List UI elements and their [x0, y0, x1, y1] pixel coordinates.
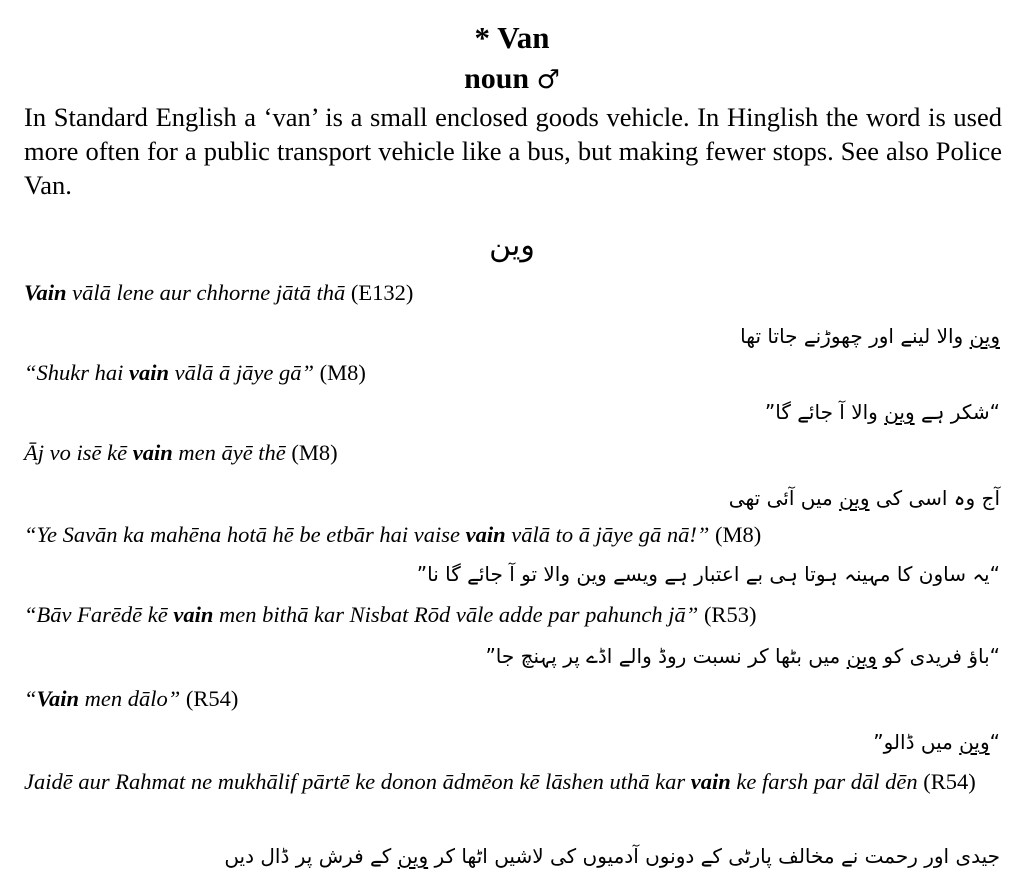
example-urdu: “وین میں ڈالو” [873, 730, 1000, 754]
source-ref: (M8) [709, 522, 762, 547]
part-of-speech-line [0, 60, 1024, 99]
urdu-headword: وین [489, 228, 535, 263]
example-romanized: “Shukr hai vain vālā ā jāye gā” (M8) [24, 360, 366, 385]
masculine-gender-icon: ♂ [536, 65, 560, 95]
example-urdu: آج وہ اسی کی وین میں آئی تھی [728, 486, 1000, 510]
example-romanized: “Bāv Farēdē kē vain men bithā kar Nisbat Rōd vāle adde par pahunch jā” (R53) [24, 602, 757, 627]
source-ref: (E132) [345, 280, 414, 305]
example-urdu: جیدی اور رحمت نے مخالف پارٹی کے دونوں آدمیوں کی لاشیں اٹھا کر وین کے فرش پر ڈال دیں [224, 844, 1000, 868]
urdu-keyword: وین [884, 400, 915, 424]
source-ref: (R54) [917, 769, 976, 794]
example-romanized: “Ye Savān ka mahēna hotā hē be etbār hai vaise vain vālā to ā jāye gā nā!” (M8) [24, 522, 762, 547]
source-ref: (M8) [314, 360, 366, 385]
keyword: vain [132, 440, 173, 465]
example-urdu: “یہ ساون کا مہینہ ہوتا ہی بے اعتبار ہے ویسے وین والا تو آ جائے گا نا” [416, 562, 1000, 586]
urdu-keyword: وین [846, 644, 878, 668]
urdu-keyword: وین [959, 730, 990, 754]
example-romanized: Jaidē aur Rahmat ne mukhālif pārtē ke donon ādmēon kē lāshen uthā kar vain ke farsh par dāl dēn (R54) [24, 769, 976, 794]
example-urdu: “شکر ہے وین والا آ جائے گا” [764, 400, 1000, 424]
keyword: Vain [36, 686, 80, 711]
keyword: Vain [24, 280, 67, 305]
source-ref: (R53) [698, 602, 757, 627]
keyword: vain [129, 360, 170, 385]
keyword: vain [465, 522, 506, 547]
entry-definition: In Standard English a ‘van’ is a small enclosed goods vehicle. In Hinglish the word is used more often for a public transport vehicle like a bus, but making fewer stops. See also Police Van. [24, 102, 1002, 200]
example-romanized: Vain vālā lene aur chhorne jātā thā (E132) [24, 280, 414, 305]
example-romanized: “Vain men dālo” (R54) [24, 686, 239, 711]
example-urdu: “باؤ فریدی کو وین میں بٹھا کر نسبت روڈ والے اڈے پر پہنچ جا” [485, 644, 1000, 668]
entry-headword: * Van [474, 20, 550, 55]
keyword: vain [690, 769, 731, 794]
source-ref: (M8) [285, 440, 338, 465]
urdu-keyword: وین [969, 324, 1000, 348]
example-urdu: وین والا لینے اور چھوڑنے جاتا تھا [740, 324, 1000, 348]
example-romanized: Āj vo isē kē vain men āyē thē (M8) [24, 440, 338, 465]
urdu-keyword: وین [397, 844, 429, 868]
keyword: vain [173, 602, 214, 627]
source-ref: (R54) [180, 686, 239, 711]
part-of-speech: noun [464, 62, 530, 95]
urdu-keyword: وین [839, 486, 870, 510]
